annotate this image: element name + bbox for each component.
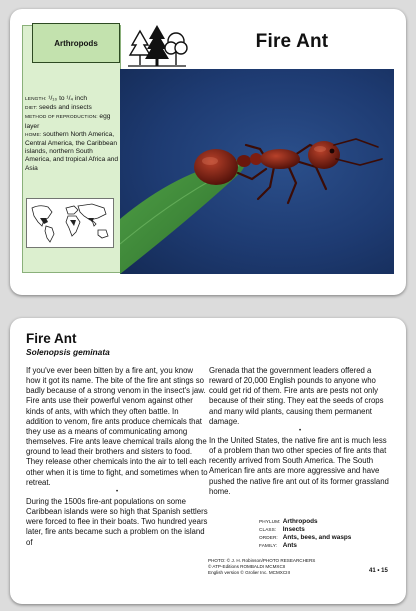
separator-bullet: • xyxy=(115,488,119,495)
taxonomy-family: FAMILY: Ants xyxy=(259,542,297,550)
text-column-left xyxy=(26,366,208,548)
back-title: Fire Ant xyxy=(26,331,77,346)
text-column-right xyxy=(209,366,391,497)
separator-bullet: • xyxy=(298,427,302,434)
taxonomy-phylum: PHYLUM: Arthropods xyxy=(259,518,318,525)
taxonomy-block xyxy=(259,518,389,550)
fact-reproduction: METHOD OF REPRODUCTION: egg layer xyxy=(25,113,111,130)
fact-length: LENGTH: ¹/₁₀ to ¹/₄ inch xyxy=(25,95,88,102)
paragraph: During the 1500s fire-ant populations on some Caribbean islands were so high that Spanish settlers were forced to flee in their boats. Two hundred years later, fire ants became such a problem on the island of xyxy=(26,496,208,547)
front-card xyxy=(10,9,406,295)
fact-diet: DIET: seeds and insects xyxy=(25,104,92,112)
fact-home: HOME: southern North America, Central America, the Caribbean islands, northern South America, and tropical Africa and Asia xyxy=(25,130,119,172)
back-card xyxy=(10,318,406,604)
fire-ant-photo xyxy=(120,69,394,274)
quick-facts xyxy=(25,95,120,173)
taxonomy-class: CLASS: Insects xyxy=(259,526,305,534)
card-number: 41 • 15 xyxy=(369,568,388,574)
paragraph: Grenada that the government leaders offered a reward of 20,000 English pounds to anyone who could get rid of them. Fire ants are pests not only because of their sting. They eat the seeds of crops and many wild plants, causing them permanent damage. xyxy=(209,366,384,426)
taxonomy-order: ORDER: Ants, bees, and wasps xyxy=(259,534,352,542)
paragraph: In the United States, the native fire ant is much less of a problem than two other species of fire ants that recently arrived from South America. The South American fire ants are more aggressive and have pushed the native fire ant out of its former grassland home. xyxy=(209,435,389,496)
card-title: Fire Ant xyxy=(255,31,329,52)
paragraph: If you've ever been bitten by a fire ant, you know how it got its name. The bite of the fire ant stings so badly because of a strong venom in the insect's jaw. Fire ants use their powerful venom against other kinds of ants, with which they often battle. In addition to venom, fire ants produce chemicals that they use as a means of communicating among themselves. Fire ants leave chemical trails along the ground to lead their brothers and sisters to food. They release other chemicals into the air to tell each other when it is time to fight, and sometimes when to retreat. xyxy=(26,366,208,487)
scientific-name: Solenopsis geminata xyxy=(26,347,110,357)
fire-ant-illustration xyxy=(120,69,394,274)
category-label: Arthropods xyxy=(32,23,120,63)
trees-icon xyxy=(126,23,188,69)
world-map-icon xyxy=(26,198,114,248)
photo-credits: PHOTO: © J. H. Robinson/PHOTO RESEARCHERS © ATP-Editions ROMBALDI MCMXCII English version © Grolier Inc. MCMXCIII xyxy=(208,558,316,575)
